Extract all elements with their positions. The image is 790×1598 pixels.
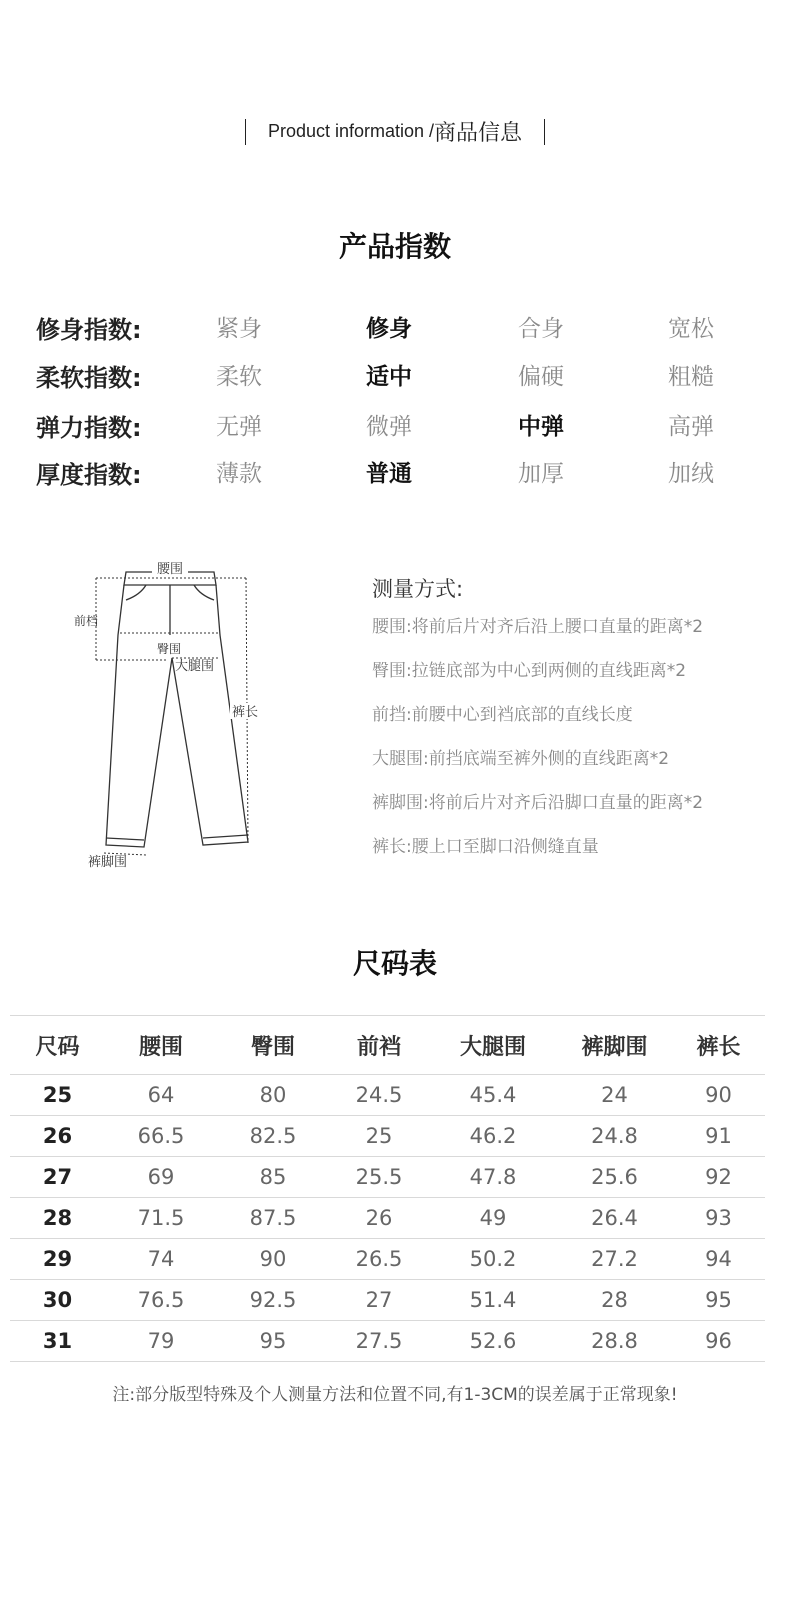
header-cell: 腰围 — [105, 1016, 217, 1075]
table-cell: 95 — [217, 1321, 329, 1362]
method-item: 大腿围:前挡底端至裤外侧的直线距离*2 — [372, 749, 670, 769]
pants-outline — [106, 585, 248, 847]
index-option: 微弹 — [366, 414, 412, 440]
index-option: 无弹 — [216, 414, 262, 440]
size-cell: 30 — [10, 1280, 105, 1321]
left-divider — [245, 119, 246, 145]
index-option-active: 中弹 — [518, 414, 564, 440]
table-cell: 95 — [672, 1280, 765, 1321]
table-cell: 92.5 — [217, 1280, 329, 1321]
table-cell: 76.5 — [105, 1280, 217, 1321]
index-label: 弹力指数: — [36, 414, 142, 442]
table-cell: 25 — [329, 1116, 429, 1157]
index-option: 紧身 — [216, 316, 262, 342]
table-row — [10, 1280, 765, 1321]
index-option: 偏硬 — [518, 364, 564, 390]
table-cell: 96 — [672, 1321, 765, 1362]
table-cell: 27 — [329, 1280, 429, 1321]
table-cell: 27.2 — [557, 1239, 672, 1280]
table-cell: 87.5 — [217, 1198, 329, 1239]
size-cell: 29 — [10, 1239, 105, 1280]
table-cell: 28 — [557, 1280, 672, 1321]
table-cell: 66.5 — [105, 1116, 217, 1157]
header-zh: 商品信息 — [434, 121, 523, 146]
index-option: 高弹 — [668, 414, 714, 440]
table-cell: 25.6 — [557, 1157, 672, 1198]
size-table-title: 尺码表 — [352, 947, 437, 980]
table-row — [10, 1198, 765, 1239]
header-cell: 裤长 — [672, 1016, 765, 1075]
method-item: 臀围:拉链底部为中心到两侧的直线距离*2 — [372, 661, 687, 681]
label-hip: 臀围 — [157, 642, 182, 656]
header-banner — [0, 116, 790, 147]
left-pocket — [126, 585, 146, 600]
measurement-method — [372, 573, 782, 879]
label-thigh: 大腿围 — [175, 659, 215, 674]
right-divider — [544, 119, 545, 145]
table-cell: 82.5 — [217, 1116, 329, 1157]
table-cell: 50.2 — [429, 1239, 557, 1280]
table-cell: 26 — [329, 1198, 429, 1239]
right-cuff — [203, 835, 248, 838]
index-row — [0, 358, 790, 398]
method-item: 前挡:前腰中心到裆底部的直线长度 — [372, 705, 633, 725]
pants-diagram — [60, 555, 270, 885]
index-option: 加绒 — [668, 461, 714, 487]
size-table-header — [10, 1016, 765, 1075]
table-cell: 90 — [217, 1239, 329, 1280]
table-cell: 52.6 — [429, 1321, 557, 1362]
table-row — [10, 1116, 765, 1157]
index-row — [0, 408, 790, 448]
label-hem: 裤脚围 — [88, 855, 128, 870]
table-cell: 64 — [105, 1075, 217, 1116]
size-cell: 28 — [10, 1198, 105, 1239]
index-label: 柔软指数: — [36, 364, 142, 392]
size-cell: 26 — [10, 1116, 105, 1157]
header-cell: 臀围 — [217, 1016, 329, 1075]
table-cell: 25.5 — [329, 1157, 429, 1198]
table-cell: 92 — [672, 1157, 765, 1198]
pants-illustration — [60, 555, 270, 885]
label-rise: 前档 — [74, 614, 99, 628]
header-cell: 尺码 — [10, 1016, 105, 1075]
index-option: 宽松 — [668, 316, 714, 342]
table-cell: 24.8 — [557, 1116, 672, 1157]
table-cell: 49 — [429, 1198, 557, 1239]
table-cell: 69 — [105, 1157, 217, 1198]
table-cell: 51.4 — [429, 1280, 557, 1321]
table-cell: 28.8 — [557, 1321, 672, 1362]
table-cell: 24 — [557, 1075, 672, 1116]
table-cell: 74 — [105, 1239, 217, 1280]
index-option: 薄款 — [216, 461, 262, 487]
table-cell: 46.2 — [429, 1116, 557, 1157]
label-length: 裤长 — [232, 705, 259, 720]
left-cuff — [106, 838, 144, 840]
method-title: 测量方式: — [372, 577, 464, 601]
header-en: Product information / — [267, 121, 435, 141]
label-waist: 腰围 — [156, 562, 184, 577]
table-cell: 24.5 — [329, 1075, 429, 1116]
index-label: 厚度指数: — [36, 461, 142, 489]
index-option: 合身 — [518, 316, 564, 342]
table-cell: 93 — [672, 1198, 765, 1239]
table-cell: 85 — [217, 1157, 329, 1198]
index-option: 柔软 — [216, 364, 262, 390]
index-option-active: 修身 — [366, 316, 412, 342]
table-cell: 79 — [105, 1321, 217, 1362]
header-cell: 裤脚围 — [557, 1016, 672, 1075]
header-cell: 前裆 — [329, 1016, 429, 1075]
table-cell: 71.5 — [105, 1198, 217, 1239]
index-row — [0, 455, 790, 495]
table-cell: 91 — [672, 1116, 765, 1157]
table-cell: 27.5 — [329, 1321, 429, 1362]
header-cell: 大腿围 — [429, 1016, 557, 1075]
index-label: 修身指数: — [36, 316, 142, 344]
method-item: 裤长:腰上口至脚口沿侧缝直量 — [372, 837, 599, 857]
table-cell: 26.4 — [557, 1198, 672, 1239]
table-cell: 90 — [672, 1075, 765, 1116]
size-table — [10, 1015, 765, 1362]
index-option-active: 普通 — [366, 461, 412, 487]
index-title: 产品指数 — [338, 230, 451, 263]
method-item: 腰围:将前后片对齐后沿上腰口直量的距离*2 — [372, 617, 704, 637]
index-option: 加厚 — [518, 461, 564, 487]
size-cell: 31 — [10, 1321, 105, 1362]
table-cell: 45.4 — [429, 1075, 557, 1116]
index-option: 粗糙 — [668, 364, 714, 390]
table-cell: 47.8 — [429, 1157, 557, 1198]
table-cell: 80 — [217, 1075, 329, 1116]
index-row — [0, 310, 790, 350]
method-item: 裤脚围:将前后片对齐后沿脚口直量的距离*2 — [372, 793, 704, 813]
size-cell: 25 — [10, 1075, 105, 1116]
table-cell: 26.5 — [329, 1239, 429, 1280]
right-pocket — [194, 585, 214, 600]
table-row — [10, 1075, 765, 1116]
table-row — [10, 1157, 765, 1198]
index-option-active: 适中 — [366, 364, 412, 390]
table-row — [10, 1239, 765, 1280]
size-cell: 27 — [10, 1157, 105, 1198]
table-cell: 94 — [672, 1239, 765, 1280]
table-row — [10, 1321, 765, 1362]
disclaimer-note: 注:部分版型特殊及个人测量方法和位置不同,有1-3CM的误差属于正常现象! — [112, 1385, 678, 1405]
